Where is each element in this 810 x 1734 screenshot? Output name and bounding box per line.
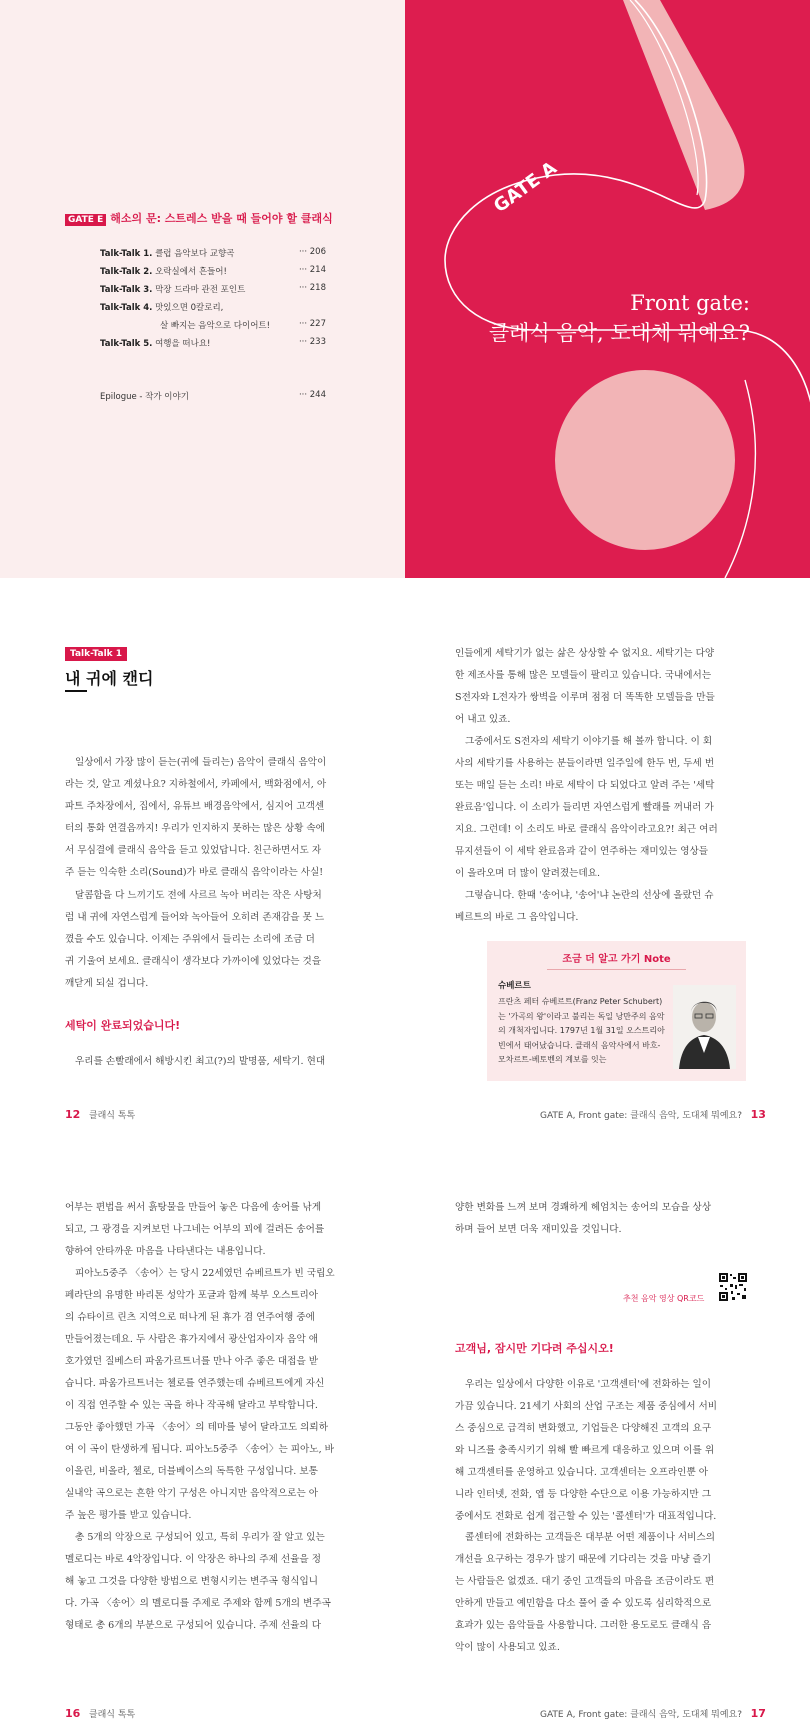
note-text: 프란츠 페터 슈베르트(Franz Peter Schubert)는 '가곡의 왕'이라고 불리는 독일 낭만주의 음악의 개척자입니다. 1797년 1월 31일 오스트리아 빈에서 태어났습니다. 클래식 음악사에서 바흐-모차르트-베토벤의 계보를 잇는 — [498, 997, 665, 1064]
page-folio — [540, 1707, 766, 1720]
section-heading: 세탁이 완료되었습니다! — [65, 1019, 181, 1032]
cover-title-line2: 클래식 음악, 도대체 뭐예요? — [488, 321, 750, 345]
talk-tag: Talk-Talk 1 — [65, 647, 127, 661]
toc-item-page: ··· 214 — [298, 265, 326, 275]
toc-item-num: Talk-Talk 5. — [100, 339, 153, 349]
toc-item-title: 맛있으면 0칼로리, — [155, 303, 224, 313]
toc-item[interactable] — [100, 301, 326, 313]
paragraph: 그렇습니다. 한때 '송어냐, '송어'냐 논란의 선상에 올랐던 슈 베르트의 바로 그 음악입니다. — [455, 890, 714, 923]
toc-epilogue-title: Epilogue - 작가 이야기 — [100, 392, 189, 402]
page-folio — [65, 1707, 135, 1720]
running-title: 클래식 톡톡 — [88, 1710, 136, 1720]
toc-item[interactable] — [100, 247, 326, 259]
portrait-drawing — [673, 985, 736, 1069]
note-subject: 슈베르트 — [498, 981, 531, 991]
toc-gate-heading — [65, 210, 333, 226]
toc-item-num: Talk-Talk 2. — [100, 267, 153, 277]
toc-item-title: 오락실에서 흔들어! — [155, 267, 227, 277]
toc-epilogue-page: ··· 244 — [298, 390, 326, 400]
toc-item-num: Talk-Talk 3. — [100, 285, 153, 295]
toc-item-title: 여행을 떠나요! — [155, 339, 211, 349]
note-title-rule — [547, 969, 686, 970]
running-title: GATE A, Front gate: 클래식 음악, 도대체 뭐예요? — [540, 1111, 743, 1121]
qr-code-icon — [718, 1272, 748, 1302]
toc-item-title: 클럽 음악보다 교향곡 — [155, 249, 235, 259]
page-number: 12 — [65, 1108, 81, 1121]
page-number: 13 — [750, 1108, 766, 1121]
title-rule — [65, 690, 87, 692]
page-number: 17 — [750, 1707, 766, 1720]
running-title: GATE A, Front gate: 클래식 음악, 도대체 뭐예요? — [540, 1710, 743, 1720]
paragraph: 양한 변화를 느껴 보며 경쾌하게 헤엄치는 송어의 모습을 상상 하며 들어 보면 더욱 재미있을 것입니다. — [455, 1202, 712, 1235]
page-number: 16 — [65, 1707, 81, 1720]
paragraph: 어부는 편법을 써서 흙탕물을 만들어 놓은 다음에 송어를 낚게 되고, 그 광경을 지켜보던 나그네는 어부의 꾀에 걸려든 송어를 향하여 안타까운 마음을 나타낸다는 내용입니다. — [65, 1202, 325, 1257]
toc-item-title: 막장 드라마 관전 포인트 — [155, 285, 246, 295]
paragraph: 피아노5중주 〈송어〉는 당시 22세였던 슈베르트가 빈 국립오 페라단의 유명한 바리톤 성악가 포글과 함께 북부 오스트리아 의 슈타이르 린츠 지역으로 떠나게 된 휴가 겸 연주여행 중에 만들어졌는데요. 두 사람은 휴가지에서 광산업자이자 음악 애 호가였던 질베스터 파움가르트너를 만나 아주 좋은 대접을 받 습니다. 파움가르트너는 첼로를 연주했는데 슈베르트에게 자신 이 직접 연주할 수 있는 곡을 하나 작곡해 달라고 부탁합니다. 그동안 좋아했던 가곡 〈송어〉의 테마를 넣어 달라고도 의뢰하 여 이 곡이 탄생하게 됩니다. 피아노5중주 〈송어〉는 피아노, 바 이올린, 비올라, 첼로, 더블베이스의 독특한 구성입니다. 보통 실내악 곡으로는 흔한 악기 구성은 아니지만 음악적으로는 아 주 높은 평가를 받고 있습니다. — [65, 1268, 335, 1521]
toc-item-num: Talk-Talk 4. — [100, 303, 153, 313]
toc-item[interactable] — [100, 337, 326, 349]
toc-item-page: ··· 218 — [298, 283, 326, 293]
paragraph: 총 5개의 악장으로 구성되어 있고, 특히 우리가 잘 알고 있는 멜로디는 바로 4악장입니다. 이 악장은 하나의 주제 선율을 정 해 놓고 그것을 다양한 방법으로 변형시키는 변주곡 형식입니 다. 가곡 〈송어〉의 멜로디를 주제로 주제와 함께 5개의 변주곡 형태로 총 6개의 부분으로 구성되어 있습니다. 주제 선율의 다 — [65, 1532, 331, 1631]
page-folio — [540, 1108, 766, 1121]
toc-epilogue[interactable] — [100, 390, 326, 402]
toc-item-title: 살 빠지는 음악으로 다이어트! — [160, 321, 271, 331]
page-folio — [65, 1108, 135, 1121]
talk-title: 내 귀에 캔디 — [65, 669, 154, 688]
toc-item-num: Talk-Talk 1. — [100, 249, 153, 259]
toc-item-page: ··· 206 — [298, 247, 326, 257]
toc-item[interactable] — [100, 283, 326, 295]
paragraph: 일상에서 가장 많이 듣는(귀에 들리는) 음악이 클래식 음악이 라는 것, 알고 계셨나요? 지하철에서, 카페에서, 백화점에서, 아 파트 주차장에서, 집에서, 유튜브 배경음악에서, 심지어 고객센 터의 통화 연결음까지! 우리가 인지하지 못하는 많은 상황 속에 서 무심결에 클래식 음악을 듣고 있었답니다. 친근하면서도 자 주 듣는 익숙한 소리(Sound)가 바로 클래식 음악이라는 사실! — [65, 757, 327, 878]
toc-item-page: ··· 227 — [298, 319, 326, 329]
toc-gate-title: 해소의 문: 스트레스 받을 때 들어야 할 클래식 — [110, 212, 333, 225]
qr-label: 추천 음악 영상 QR코드 — [623, 1294, 705, 1303]
paragraph: 콜센터에 전화하는 고객들은 대부분 어떤 제품이나 서비스의 개선을 요구하는 경우가 많기 때문에 기다리는 것을 마냥 즐기 는 사람들은 없겠죠. 대기 중인 고객들의 마음을 조금이라도 편 안하게 만들고 예민함을 다소 풀어 줄 수 있도록 심리학적으로 효과가 있는 음악들을 사용합니다. 그러한 용도로도 클래식 음 악이 많이 사용되고 있죠. — [455, 1532, 715, 1653]
toc-item[interactable] — [100, 265, 326, 277]
paragraph: 우리를 손빨래에서 해방시킨 최고(?)의 발명품, 세탁기. 현대 — [75, 1056, 326, 1067]
cover-title-line1: Front gate: — [630, 291, 750, 315]
toc-item-page: ··· 233 — [298, 337, 326, 347]
cover-title — [489, 288, 750, 348]
note-title: 조금 더 알고 가기 Note — [562, 954, 671, 965]
qr-code[interactable] — [718, 1272, 748, 1302]
cover-gate-label: GATE A — [490, 157, 561, 217]
paragraph: 우리는 일상에서 다양한 이유로 '고객센터'에 전화하는 일이 가끔 있습니다. 21세기 사회의 산업 구조는 제품 중심에서 서비 스 중심으로 급격히 변화했고, 기업들은 다양해진 고객의 요구 와 니즈를 충족시키기 위해 빨 빠르게 대응하고 있으며 이를 위 해 고객센터를 운영하고 있습니다. 고객센터는 오프라인뿐 아 니라 인터넷, 전화, 앱 등 다양한 수단으로 이용 가능하지만 그 중에서도 전화로 쉽게 접근할 수 있는 '콜센터'가 대표적입니다. — [455, 1379, 718, 1522]
toc-gate-tag: GATE E — [65, 214, 106, 226]
running-title: 클래식 톡톡 — [88, 1111, 136, 1121]
paragraph: 그중에서도 S전자의 세탁기 이야기를 해 볼까 합니다. 이 회 사의 세탁기를 사용하는 분들이라면 일주일에 한두 번, 두세 번 또는 매일 듣는 소리! 바로 세탁이 다 되었다고 알려 주는 '세탁 완료음'입니다. 이 소리가 들리면 자연스럽게 빨래를 꺼내러 가 지요. 그런데! 이 소리도 바로 클래식 음악이라고요?! 최근 여러 뮤지션들이 이 세탁 완료음과 같이 연주하는 재미있는 영상들 이 올라오며 더 많이 알려졌는데요. — [455, 736, 718, 879]
section-heading: 고객님, 잠시만 기다려 주십시오! — [455, 1342, 614, 1355]
paragraph: 달콤함을 다 느끼기도 전에 사르르 녹아 버리는 작은 사탕처 럼 내 귀에 자연스럽게 들어와 녹아들어 오히려 존재감을 못 느 꼈을 수도 있습니다. 이제는 주위에서 들리는 소리에 조금 더 귀 기울여 보세요. 클래식이 생각보다 가까이에 있었다는 것을 깨닫게 되실 겁니다. — [65, 890, 325, 989]
note-box — [487, 941, 746, 1081]
schubert-portrait — [673, 985, 736, 1069]
paragraph: 인들에게 세탁기가 없는 삶은 상상할 수 없지요. 세탁기는 다양 한 제조사를 통해 많은 모델들이 팔리고 있습니다. 국내에서는 S전자와 L전자가 쌍벽을 이루며 점점 더 똑똑한 모델들을 만들 어 내고 있죠. — [455, 648, 715, 725]
toc-item[interactable] — [160, 319, 326, 331]
cover-circle-shape — [555, 370, 735, 550]
